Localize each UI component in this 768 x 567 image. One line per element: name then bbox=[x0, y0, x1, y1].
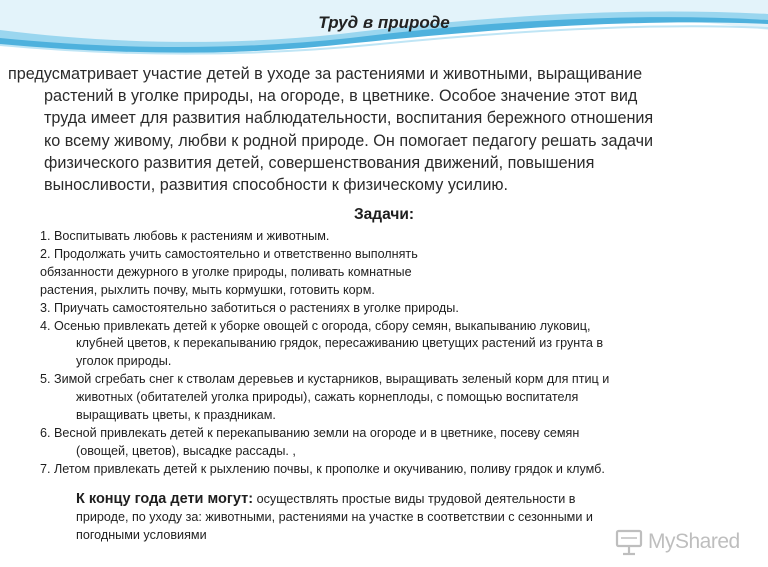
task-line: выращивать цветы, к праздникам. bbox=[76, 408, 276, 423]
task-line: уголок природы. bbox=[76, 354, 172, 369]
summary-lead: К концу года дети могут: bbox=[76, 491, 254, 507]
watermark-logo bbox=[614, 527, 740, 557]
task-line: 3. Приучать самостоятельно заботиться о растениях в уголке природы. bbox=[40, 300, 459, 315]
summary-line: природе, по уходу за: животными, растениями на участке в соответствии с сезонными и bbox=[76, 510, 593, 524]
task-line: обязанности дежурного в уголке природы, поливать комнатные bbox=[40, 264, 412, 279]
slide-title: Труд в природе bbox=[318, 13, 450, 32]
intro-line: растений в уголке природы, на огороде, в цветнике. Особое значение этот вид bbox=[44, 87, 638, 106]
summary-line: погодными условиями bbox=[76, 528, 207, 542]
task-line: 1. Воспитывать любовь к растениям и животным. bbox=[40, 229, 330, 243]
task-line: 4. Осенью привлекать детей к уборке овощей с огорода, сбору семян, выкапыванию луковиц, bbox=[40, 318, 591, 333]
intro-line: выносливости, развития способности к физическому усилию. bbox=[44, 176, 509, 195]
intro-paragraph bbox=[8, 63, 748, 196]
task-line: 5. Зимой сгребать снег к стволам деревьев и кустарников, выращивать зеленый корм для птиц и bbox=[40, 372, 610, 387]
task-line: (овощей, цветов), высадке рассады. , bbox=[76, 443, 296, 458]
presentation-board-icon bbox=[614, 528, 644, 556]
task-line: животных (обитателей уголка природы), сажать корнеплоды, с помощью воспитателя bbox=[76, 390, 579, 405]
task-line: 7. Летом привлекать детей к рыхлению почвы, к прополке и окучиванию, поливу грядок и клумб. bbox=[40, 461, 605, 476]
summary-line: осуществлять простые виды трудовой деятельности в bbox=[253, 492, 576, 506]
task-line: 2. Продолжать учить самостоятельно и ответственно выполнять bbox=[40, 246, 418, 261]
intro-line: физического развития детей, совершенствования движений, повышения bbox=[44, 153, 595, 172]
task-line: растения, рыхлить почву, мыть кормушки, готовить корм. bbox=[40, 282, 375, 297]
task-line: 6. Весной привлекать детей к перекапыванию земли на огороде и в цветнике, посеву семян bbox=[40, 425, 580, 440]
watermark-text: MyShared bbox=[648, 530, 740, 553]
tasks-heading: Задачи: bbox=[353, 206, 415, 223]
tasks-list bbox=[40, 228, 760, 479]
task-line: клубней цветов, к перекапыванию грядок, пересаживанию цветущих растений из грунта в bbox=[76, 336, 604, 351]
intro-line: ко всему живому, любви к родной природе. Он помогает педагогу решать задачи bbox=[44, 131, 654, 150]
decorative-wave-header bbox=[0, 0, 768, 70]
intro-line: труда имеет для развития наблюдательности, воспитания бережного отношения bbox=[44, 109, 654, 128]
intro-line: предусматривает участие детей в уходе за растениями и животными, выращивание bbox=[8, 65, 643, 83]
